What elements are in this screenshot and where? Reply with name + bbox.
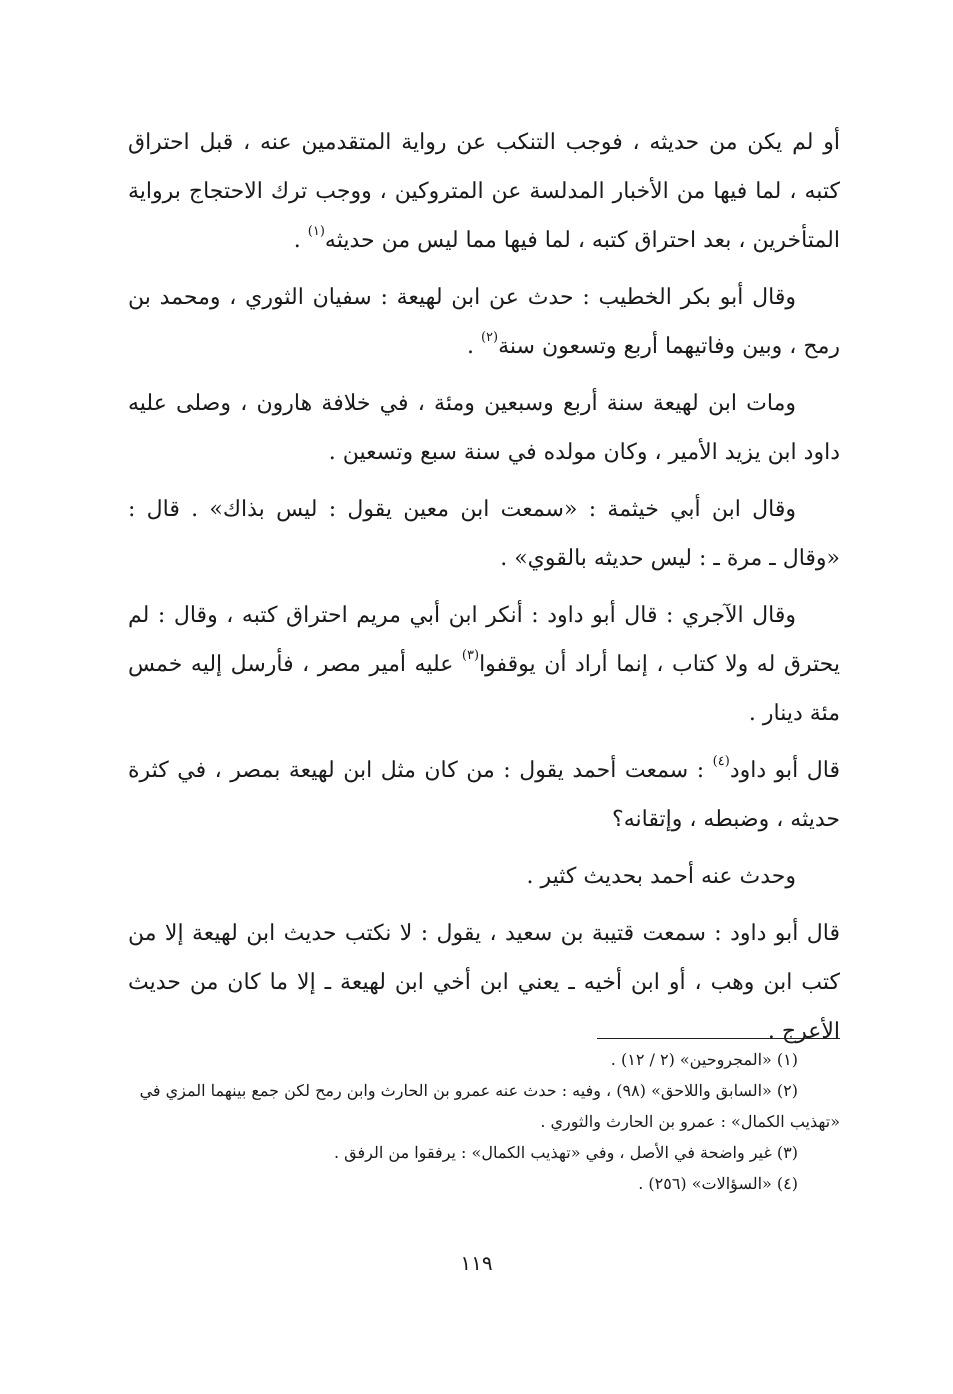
footnote-divider: [597, 1038, 840, 1039]
paragraph-8: قال أبو داود : سمعت قتيبة بن سعيد ، يقول : لا نكتب حديث ابن لهيعة إلا من كتب ابن وهب ، أو ابن أخيه ـ يعني ابن أخي ابن لهيعة ـ إلا ما كان من حديث الأعرج .: [128, 921, 840, 1044]
paragraph-2: وقال أبو بكر الخطيب : حدث عن ابن لهيعة : سفيان الثوري ، ومحمد بن رمح ، وبين وفاتيهما أربع وتسعون سنة$^{(٢)}$ .: [128, 285, 840, 359]
paragraph-4: وقال ابن أبي خيثمة : «سمعت ابن معين يقول : ليس بذاك» . قال : «وقال ـ مرة ـ : ليس حديثه بالقوي» .: [128, 497, 840, 571]
footnote-1: (١) «المجروحين» (٢ / ١٢) .: [610, 1050, 798, 1069]
footnote-ref-2: (٢): [480, 330, 499, 345]
paragraph-6: قال أبو داود$^{(٤)}$ : سمعت أحمد يقول : من كان مثل ابن لهيعة بمصر ، في كثرة حديثه ، وضبطه ، وإتقانه؟: [128, 754, 840, 832]
footnote-3: (٣) غير واضحة في الأصل ، وفي «تهذيب الكمال» : يرفقوا من الرفق .: [334, 1143, 798, 1162]
footnote-ref-3: (٣): [461, 648, 480, 663]
footnote-4: (٤) «السؤالات» (٢٥٦) .: [638, 1174, 798, 1193]
footnote-2: (٢) «السابق واللاحق» (٩٨) ، وفيه : حدث عنه عمرو بن الحارث وابن رمح لكن جمع بينهما المزي في «تهذيب الكمال» : عمرو بن الحارث والثوري .: [139, 1081, 840, 1131]
paragraph-5: وقال الآجري : قال أبو داود : أنكر ابن أبي مريم احتراق كتبه ، وقال : لم يحترق له ولا كتاب ، إنما أراد أن يوقفوا$^{(٣)}$ عليه أمير مصر ، فأرسل إليه خمس مئة دينار .: [128, 603, 840, 726]
page-number: ١١٩: [460, 1251, 493, 1275]
main-text: [128, 118, 840, 1064]
footnote-ref-4: (٤): [712, 754, 730, 769]
paragraph-7: وحدث عنه أحمد بحديث كثير .: [526, 864, 796, 889]
paragraph-1: أو لم يكن من حديثه ، فوجب التنكب عن رواية المتقدمين عنه ، قبل احتراق كتبه ، لما فيها من الأخبار المدلسة عن المتروكين ، ووجب ترك الاحتجاج برواية المتأخرين ، بعد احتراق كتبه ، لما فيها مما ليس من حديثه$^{(١)}$ .: [128, 130, 840, 253]
footnote-ref-1: (١): [307, 224, 325, 239]
footnotes: [128, 1044, 840, 1199]
paragraph-3: ومات ابن لهيعة سنة أربع وسبعين ومئة ، في خلافة هارون ، وصلى عليه داود ابن يزيد الأمير ، وكان مولده في سنة سبع وتسعين .: [128, 391, 840, 465]
